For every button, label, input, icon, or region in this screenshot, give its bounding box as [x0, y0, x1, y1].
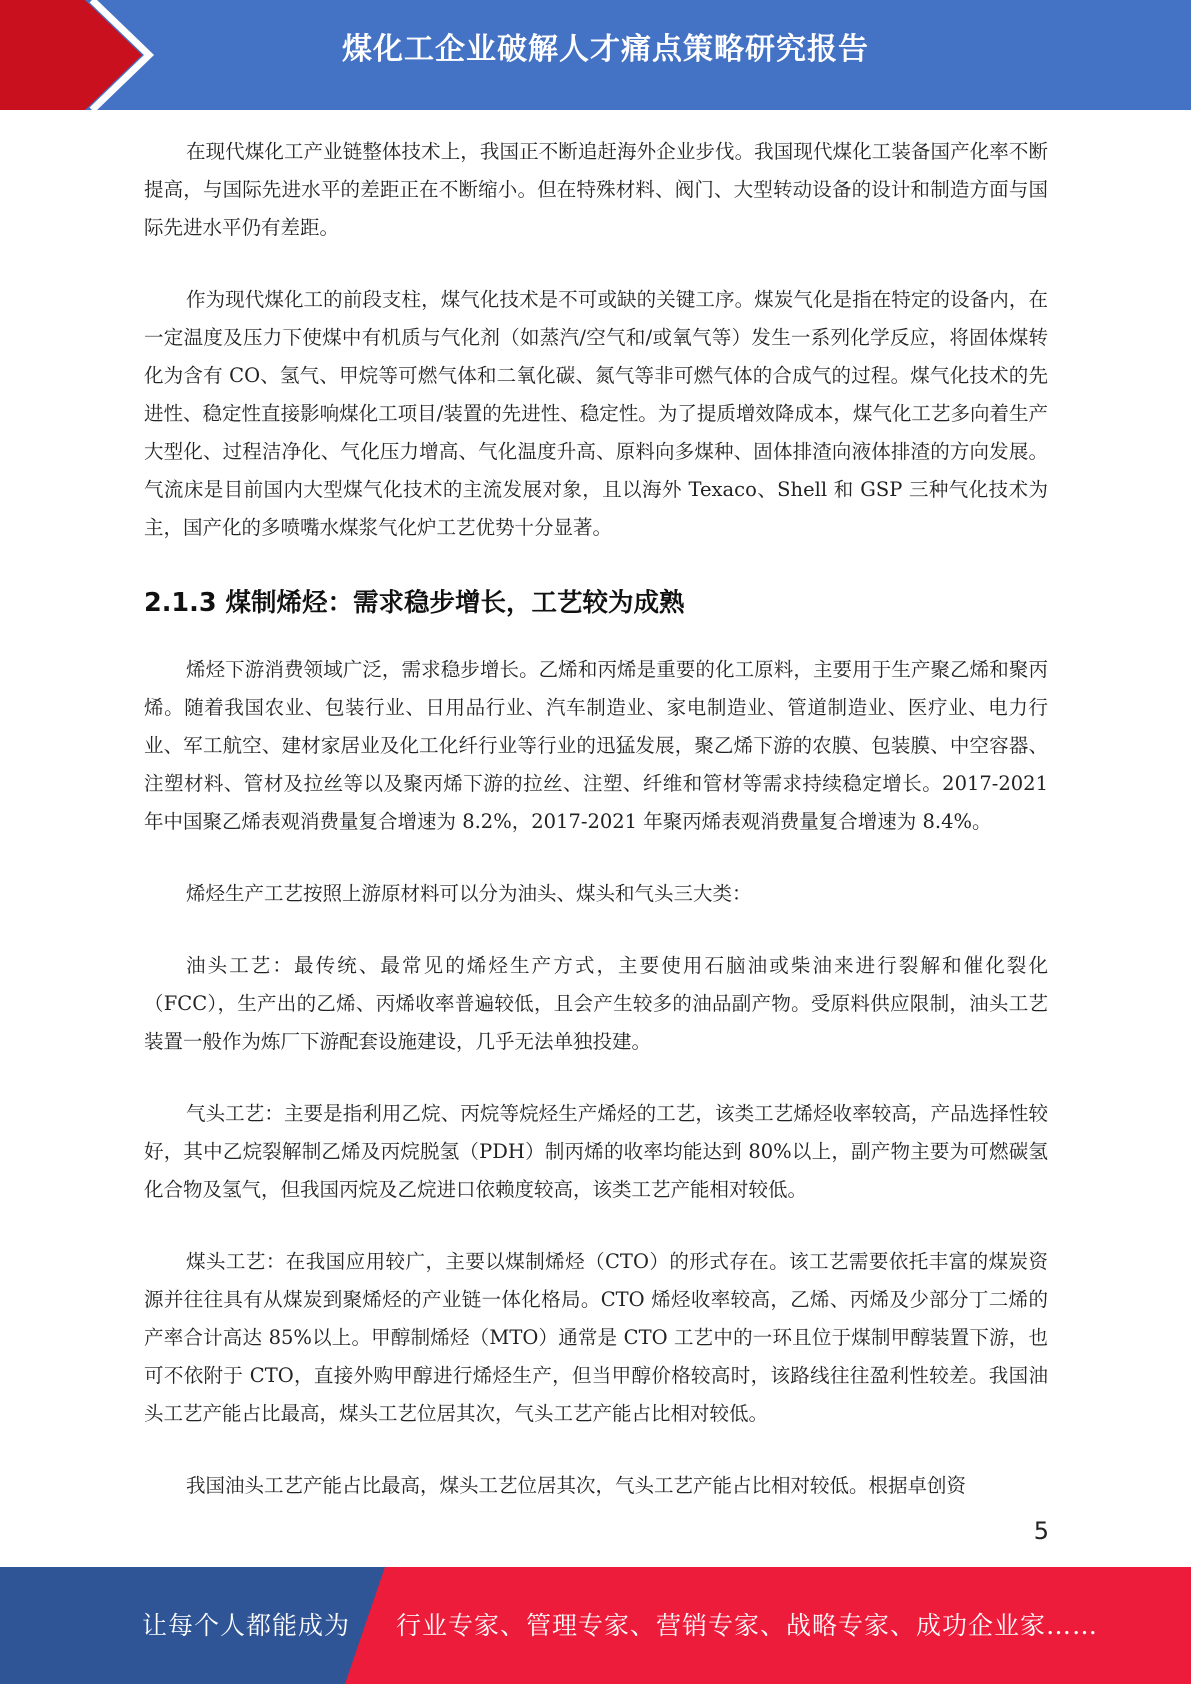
- paragraph: 烯烃生产工艺按照上游原材料可以分为油头、煤头和气头三大类：: [186, 882, 752, 905]
- paragraph: 煤头工艺：在我国应用较广，主要以煤制烯烃（CTO）的形式存在。该工艺需要依托丰富的煤炭资源并往往具有从煤炭到聚烯烃的产业链一体化格局。CTO 烯烃收率较高，乙烯、丙烯及少部分丁二烯的产率合计高达 85%以上。甲醇制烯烃（MTO）通常是 CTO 工艺中的一环且位于煤制甲醇装置下游，也可不依附于 CTO，直接外购甲醇进行烯烃生产，但当甲醇价格较高时，该路线往往盈利性较差。我国油头工艺产能占比最高，煤头工艺位居其次，气头工艺产能占比相对较低。: [144, 1250, 1048, 1425]
- paragraph: 我国油头工艺产能占比最高，煤头工艺位居其次，气头工艺产能占比相对较低。根据卓创资: [186, 1474, 967, 1497]
- footer-slogan-left: 让每个人都能成为: [142, 1611, 351, 1640]
- page-number: 5: [1033, 1517, 1049, 1545]
- paragraph: 油头工艺：最传统、最常见的烯烃生产方式，主要使用石脑油或柴油来进行裂解和催化裂化（FCC），生产出的乙烯、丙烯收率普遍较低，且会产生较多的油品副产物。受原料供应限制，油头工艺装置一般作为炼厂下游配套设施建设，几乎无法单独投建。: [144, 954, 1048, 1053]
- paragraph: 烯烃下游消费领域广泛，需求稳步增长。乙烯和丙烯是重要的化工原料，主要用于生产聚乙烯和聚丙烯。随着我国农业、包装行业、日用品行业、汽车制造业、家电制造业、管道制造业、医疗业、电力行业、军工航空、建材家居业及化工化纤行业等行业的迅猛发展，聚乙烯下游的农膜、包装膜、中空容器、注塑材料、管材及拉丝等以及聚丙烯下游的拉丝、注塑、纤维和管材等需求持续稳定增长。2017-2021 年中国聚乙烯表观消费量复合增速为 8.2%，2017-2021 年聚丙烯表观消费量复合增速为 8.4%。: [144, 658, 1048, 833]
- report-title: 煤化工企业破解人才痛点策略研究报告: [342, 32, 869, 67]
- section-heading: 2.1.3 煤制烯烃：需求稳步增长，工艺较为成熟: [144, 588, 685, 618]
- paragraph: 作为现代煤化工的前段支柱，煤气化技术是不可或缺的关键工序。煤炭气化是指在特定的设备内，在一定温度及压力下使煤中有机质与气化剂（如蒸汽/空气和/或氧气等）发生一系列化学反应，将固体煤转化为含有 CO、氢气、甲烷等可燃气体和二氧化碳、氮气等非可燃气体的合成气的过程。煤气化技术的先进性、稳定性直接影响煤化工项目/装置的先进性、稳定性。为了提质增效降成本，煤气化工艺多向着生产大型化、过程洁净化、气化压力增高、气化温度升高、原料向多煤种、固体排渣向液体排渣的方向发展。气流床是目前国内大型煤气化技术的主流发展对象，且以海外 Texaco、Shell 和 GSP 三种气化技术为主，国产化的多喷嘴水煤浆气化炉工艺优势十分显著。: [144, 288, 1048, 539]
- page-footer: [0, 1567, 1191, 1684]
- page-header: [0, 0, 1191, 110]
- paragraph: 在现代煤化工产业链整体技术上，我国正不断追赶海外企业步伐。我国现代煤化工装备国产化率不断提高，与国际先进水平的差距正在不断缩小。但在特殊材料、阀门、大型转动设备的设计和制造方面与国际先进水平仍有差距。: [144, 140, 1048, 239]
- paragraph: 气头工艺：主要是指利用乙烷、丙烷等烷烃生产烯烃的工艺，该类工艺烯烃收率较高，产品选择性较好，其中乙烷裂解制乙烯及丙烷脱氢（PDH）制丙烯的收率均能达到 80%以上，副产物主要为可燃碳氢化合物及氢气，但我国丙烷及乙烷进口依赖度较高，该类工艺产能相对较低。: [144, 1102, 1048, 1201]
- footer-slogan-right: 行业专家、管理专家、营销专家、战略专家、成功企业家……: [396, 1611, 1099, 1640]
- main-content: [144, 133, 1048, 1505]
